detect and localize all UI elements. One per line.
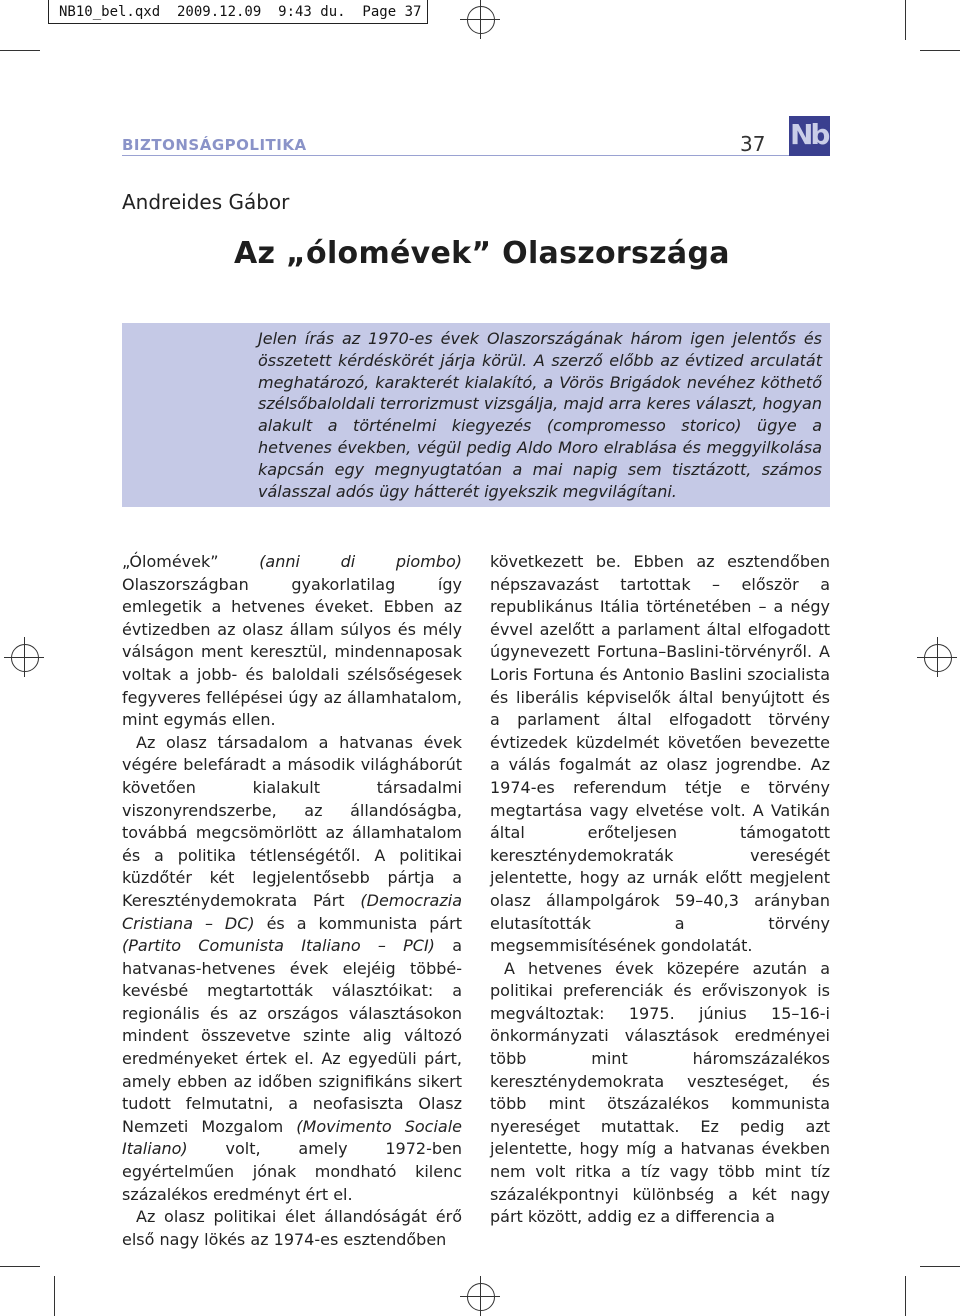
crop-mark-right-bottom-v — [905, 1276, 906, 1316]
right-column — [490, 551, 830, 1229]
paragraph — [122, 732, 462, 1206]
registration-mark-right — [924, 644, 952, 672]
paragraph: A hetvenes évek közepére azután a politikai preferenciák és erőviszonyok is megváltoztak: 1975. június 15–16-i önkormányzati választások eredményei több mint háromszázalékos kereszténydemokrata veszteséget, és több mint ötszázalékos kommunista nyereséget mutattak. Ez pedig azt jelentette, hogy míg a hatvanas években nem volt ritka a tíz vagy több mint tíz százalékpontnyi különbség a két nagy párt között, addig ez a differencia a — [490, 958, 830, 1227]
article-title: Az „ólomévek” Olaszországa — [234, 236, 730, 271]
text-run: Az olasz társadalom a hatvanas évek végére belefáradt a második világháborút követően kialakult társadalmi viszonyrendszerbe, az állandóságba, továbbá megcsömörlött az államhatalom és a politika tétlenségétől. A politikai küzdőtér két legjelentősebb pártja a Kereszténydemokrata Párt — [122, 732, 462, 910]
italic-run: (anni di piombo) — [259, 552, 462, 571]
print-slug: NB10_bel.qxd 2009.12.09 9:43 du. Page 37 — [48, 0, 428, 24]
italic-run: (Partito Comunista Italiano – PCI) — [122, 936, 435, 956]
crop-mark-right-top-v — [905, 0, 906, 40]
crop-mark-right-bottom-h — [920, 1266, 960, 1267]
journal-logo — [789, 116, 830, 156]
page-number: 37 — [740, 132, 766, 156]
abstract-box — [122, 323, 830, 507]
left-column — [122, 551, 462, 1251]
italic-run: (Democrazia Cristiana – DC) — [122, 890, 462, 933]
registration-mark-top — [467, 6, 495, 34]
italic-run: (Movimento Sociale Italiano) — [122, 1116, 463, 1159]
paragraph — [122, 551, 462, 732]
text-run: Olaszországban gyakorlatilag így emlegetik a hetvenes éveket. Ebben az évtizedben az olasz állam súlyos és mély válságon ment keresztül, mindennaposak voltak a jobb- és baloldali szélsőségesek fegyveres fellépései úgy az államhatalom, mint egymás ellen. — [122, 574, 462, 730]
crop-mark-right-top-h — [920, 50, 960, 51]
registration-mark-left — [11, 644, 39, 672]
logo-text: Nb — [790, 118, 828, 151]
paragraph: következett be. Ebben az esztendőben népszavazást tartottak – először a republikánus Itália történetében – a négy évvel azelőtt a parlament által elfogadott úgynevezett Fortuna–Baslini-törvényről. A Loris Fortuna és Antonio Baslini szocialista és liberális képviselők által benyújtott és a parlament által elfogadott törvény évtizedek küzdelmét követően bevezette a válás fogalmát az olasz jogrendbe. Az 1974-es referendum tétje e törvény megtartása vagy elvetése volt. A Vatikán által erőteljesen támogatott kereszténydemokraták vereségét jelentette, hogy az urnák előtt megjelent olasz állampolgárok 59–40,3 arányban elutasították a törvény megsemmisítésének gondolatát. — [490, 552, 830, 956]
text-run: volt, amely 1972-ben egyértelműen jónak mondható kilenc százalékos eredményt ért el. — [122, 1139, 462, 1204]
text-run: a hatvanas-hetvenes évek elejéig többé-kevésbé megtartották választóikat: a regionális és az országos választásokon mindent összevetve szinte alig változó eredményeket értek el. Az egyedüli párt, amely ebben az időben szignifikáns sikert tudott felmutatni, a neofasiszta Olasz Nemzeti Mozgalom — [122, 936, 462, 1136]
crop-mark-left-bottom-h — [0, 1266, 40, 1267]
crop-mark-left-bottom-v — [54, 1276, 55, 1316]
paragraph: Az olasz politikai élet állandóságát érő első nagy lökés az 1974-es esztendőben — [122, 1207, 462, 1249]
header-rule — [122, 155, 830, 156]
registration-mark-bottom — [467, 1283, 495, 1311]
text-run: „Ólomévek” — [122, 552, 219, 571]
abstract-text: Jelen írás az 1970-es évek Olaszországának három igen jelentős és összetett kérdéskörét járja körül. A szerző előbb az évtized arculatát meghatározó, karakterét kialakító, a Vörös Brigádok nevéhez köthető szélsőbaloldali terrorizmust vizsgálja, majd arra keres választ, hogyan alakult a történelmi kiegyezés (compromesso storico) ügye a hetvenes években, végül pedig Aldo Moro elrablása és meggyilkolása kapcsán egy megnyugtatóan a mai napig sem tisztázott, számos válasszal adós ügy hátterét igyekszik megvilágítani. — [258, 329, 822, 501]
section-label: BIZTONSÁGPOLITIKA — [122, 136, 307, 154]
author-name: Andreides Gábor — [122, 190, 290, 214]
crop-mark-left-top-h — [0, 50, 40, 51]
text-run: és a kommunista párt — [266, 913, 463, 933]
